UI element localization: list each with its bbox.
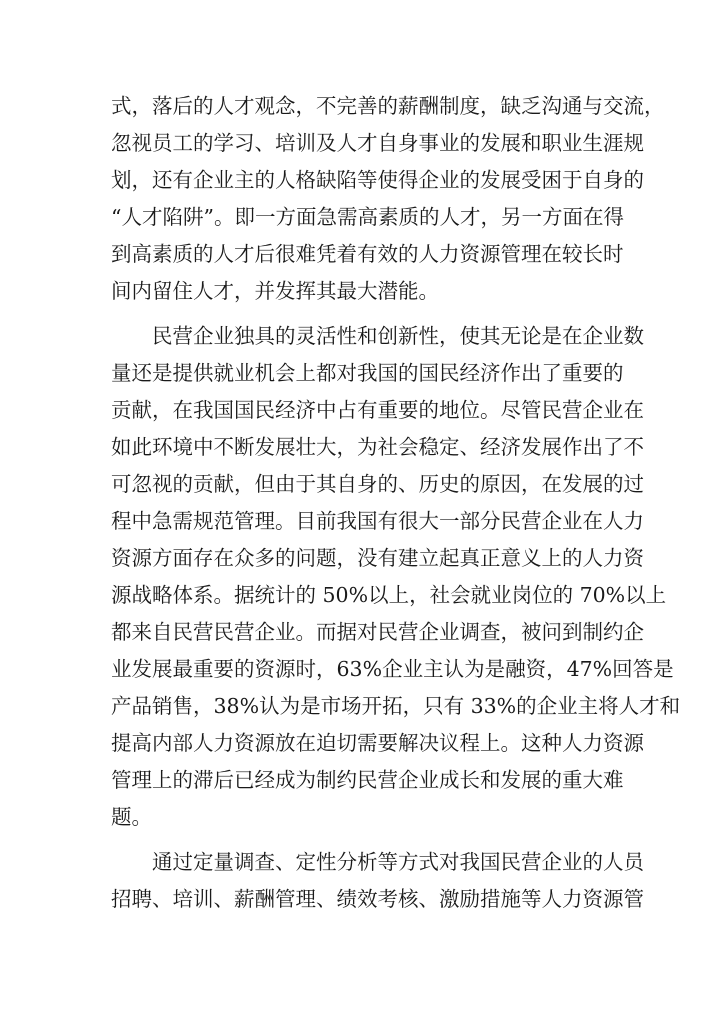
text-line: 可忽视的贡献，但由于其自身的、历史的原因，在发展的过 bbox=[111, 472, 644, 496]
text-line: 业发展最重要的资源时，63%企业主认为是融资，47%回答是 bbox=[111, 657, 674, 681]
text-line: 量还是提供就业机会上都对我国的国民经济作出了重要的 bbox=[111, 361, 624, 385]
paragraph-2 bbox=[111, 318, 681, 836]
text-line: 题。 bbox=[111, 805, 152, 829]
text-line: 如此环境中不断发展壮大，为社会稳定、经济发展作出了不 bbox=[111, 435, 644, 459]
text-line: 源战略体系。据统计的 50%以上，社会就业岗位的 70%以上 bbox=[111, 583, 667, 607]
text-line: 贡献，在我国国民经济中占有重要的地位。尽管民营企业在 bbox=[111, 398, 644, 422]
text-line: 资源方面存在众多的问题，没有建立起真正意义上的人力资 bbox=[111, 546, 644, 570]
text-line: 产品销售，38%认为是市场开拓，只有 33%的企业主将人才和 bbox=[111, 694, 681, 718]
text-line: 招聘、培训、薪酬管理、绩效考核、激励措施等人力资源管 bbox=[111, 887, 644, 911]
text-line: 忽视员工的学习、培训及人才自身事业的发展和职业生涯规 bbox=[111, 131, 644, 155]
paragraph-1 bbox=[111, 88, 665, 310]
text-line: 民营企业独具的灵活性和创新性，使其无论是在企业数 bbox=[152, 324, 644, 348]
paragraph-3 bbox=[111, 844, 644, 918]
text-line: 式，落后的人才观念，不完善的薪酬制度，缺乏沟通与交流， bbox=[111, 94, 665, 118]
body-text bbox=[111, 88, 681, 918]
text-line: 都来自民营民营企业。而据对民营企业调查，被问到制约企 bbox=[111, 620, 644, 644]
text-line: 程中急需规范管理。目前我国有很大一部分民营企业在人力 bbox=[111, 509, 644, 533]
text-line: 间内留住人才，并发挥其最大潜能。 bbox=[111, 279, 439, 303]
text-line: 划，还有企业主的人格缺陷等使得企业的发展受困于自身的 bbox=[111, 168, 644, 192]
text-line: 通过定量调查、定性分析等方式对我国民营企业的人员 bbox=[152, 850, 644, 874]
text-line: 到高素质的人才后很难凭着有效的人力资源管理在较长时 bbox=[111, 242, 624, 266]
text-line: 提高内部人力资源放在迫切需要解决议程上。这种人力资源 bbox=[111, 731, 644, 755]
text-line: “人才陷阱”。即一方面急需高素质的人才，另一方面在得 bbox=[111, 205, 624, 229]
text-line: 管理上的滞后已经成为制约民营企业成长和发展的重大难 bbox=[111, 768, 624, 792]
